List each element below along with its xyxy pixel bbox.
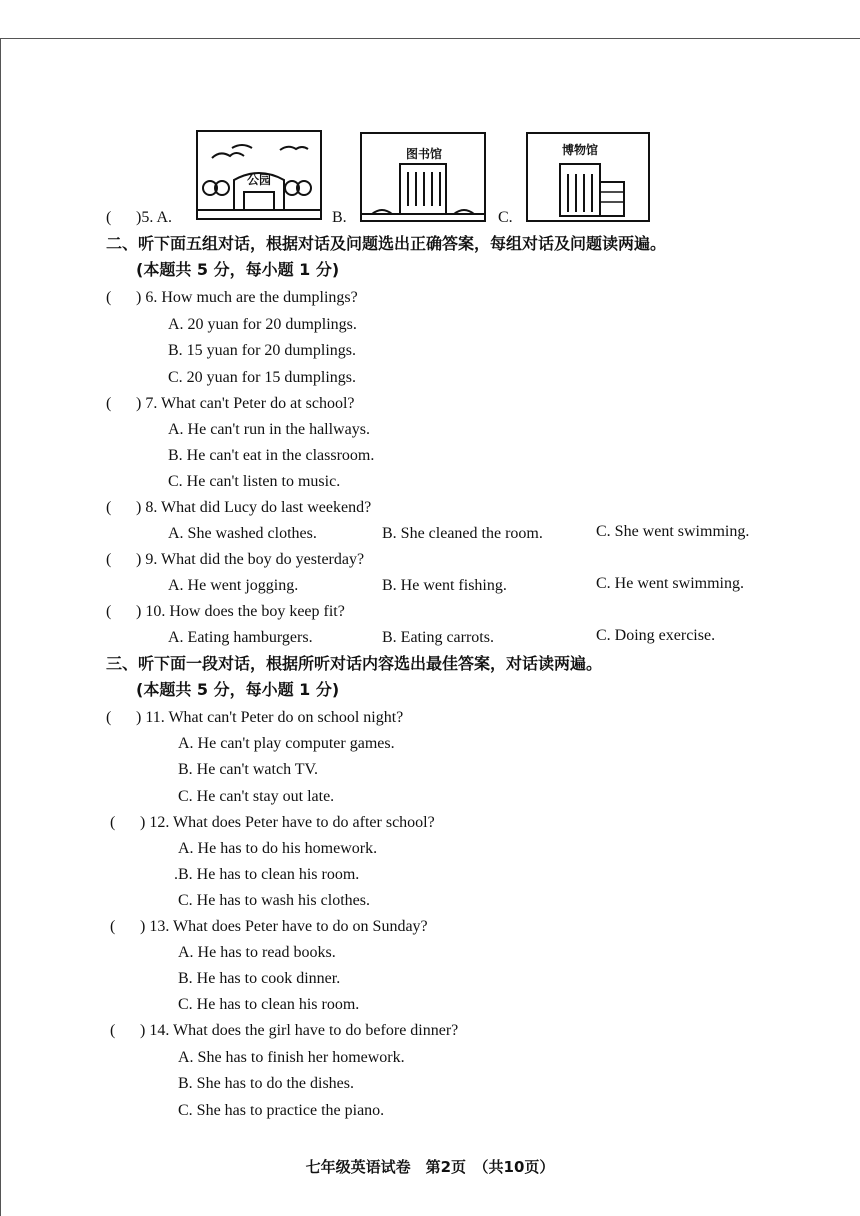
section-3-heading: 三、听下面一段对话，根据所听对话内容选出最佳答案，对话读两遍。 [106, 654, 603, 673]
park-picture [196, 130, 322, 220]
q8-option-c: C. She went swimming. [596, 523, 750, 540]
q11-option-c: C. He can't stay out late. [178, 788, 335, 805]
q11-option-b: B. He can't watch TV. [178, 761, 319, 778]
page-top-border [0, 38, 860, 39]
park-illustration [198, 132, 320, 218]
q7-option-b: B. He can't eat in the classroom. [168, 447, 375, 464]
library-sign: 图书馆 [405, 147, 443, 161]
q13-option-c: C. He has to clean his room. [178, 996, 360, 1013]
page-left-border [0, 38, 1, 1216]
q5-label-b: B. [332, 209, 347, 226]
q13-option-a: A. He has to read books. [178, 944, 336, 961]
question-8-stem: ) 8. What did Lucy do last weekend? [136, 499, 372, 516]
question-7-stem: ) 7. What can't Peter do at school? [136, 395, 355, 412]
question-6-stem: ) 6. How much are the dumplings? [136, 289, 358, 306]
q6-option-c: C. 20 yuan for 15 dumplings. [168, 369, 356, 386]
q5-label-a: )5. A. [136, 209, 172, 226]
answer-paren: ( [110, 918, 116, 935]
answer-paren: ( [106, 289, 112, 306]
answer-paren: ( [106, 551, 112, 568]
park-sign: 公园 [246, 173, 272, 187]
section-2-note: (本题共 5 分，每小题 1 分) [136, 260, 340, 279]
answer-paren: ( [110, 814, 116, 831]
q9-option-a: A. He went jogging. [168, 577, 299, 594]
museum-sign: 博物馆 [561, 143, 599, 157]
q14-option-c: C. She has to practice the piano. [178, 1102, 385, 1119]
answer-paren: ( [110, 1022, 116, 1039]
answer-paren: ( [106, 709, 112, 726]
q12-option-c: C. He has to wash his clothes. [178, 892, 370, 909]
q14-option-b: B. She has to do the dishes. [178, 1075, 354, 1092]
answer-paren: ( [106, 603, 112, 620]
q10-option-c: C. Doing exercise. [596, 627, 716, 644]
question-12-stem: ) 12. What does Peter have to do after school? [140, 814, 435, 831]
question-14-stem: ) 14. What does the girl have to do before dinner? [140, 1022, 459, 1039]
question-13-stem: ) 13. What does Peter have to do on Sunday? [140, 918, 428, 935]
q9-option-b: B. He went fishing. [382, 577, 507, 594]
library-picture [360, 132, 486, 222]
q8-option-a: A. She washed clothes. [168, 525, 317, 542]
q10-option-a: A. Eating hamburgers. [168, 629, 313, 646]
q10-option-b: B. Eating carrots. [382, 629, 494, 646]
answer-paren: ( [106, 209, 112, 226]
answer-paren: ( [106, 499, 112, 516]
q5-label-c: C. [498, 209, 513, 226]
section-3-note: (本题共 5 分，每小题 1 分) [136, 680, 340, 699]
q7-option-c: C. He can't listen to music. [168, 473, 341, 490]
q6-option-b: B. 15 yuan for 20 dumplings. [168, 342, 356, 359]
q13-option-b: B. He has to cook dinner. [178, 970, 341, 987]
q7-option-a: A. He can't run in the hallways. [168, 421, 370, 438]
q11-option-a: A. He can't play computer games. [178, 735, 395, 752]
question-9-stem: ) 9. What did the boy do yesterday? [136, 551, 365, 568]
q8-option-b: B. She cleaned the room. [382, 525, 543, 542]
page-footer: 七年级英语试卷 第2页 （共10页） [305, 1158, 555, 1176]
q9-option-c: C. He went swimming. [596, 575, 744, 592]
q14-option-a: A. She has to finish her homework. [178, 1049, 405, 1066]
question-11-stem: ) 11. What can't Peter do on school night? [136, 709, 404, 726]
q12-option-a: A. He has to do his homework. [178, 840, 378, 857]
library-illustration [362, 134, 484, 220]
q12-option-b: .B. He has to clean his room. [174, 866, 360, 883]
museum-picture [526, 132, 650, 222]
answer-paren: ( [106, 395, 112, 412]
section-2-heading: 二、听下面五组对话，根据对话及问题选出正确答案，每组对话及问题读两遍。 [106, 234, 667, 253]
question-10-stem: ) 10. How does the boy keep fit? [136, 603, 345, 620]
museum-illustration [528, 134, 648, 220]
q6-option-a: A. 20 yuan for 20 dumplings. [168, 316, 357, 333]
